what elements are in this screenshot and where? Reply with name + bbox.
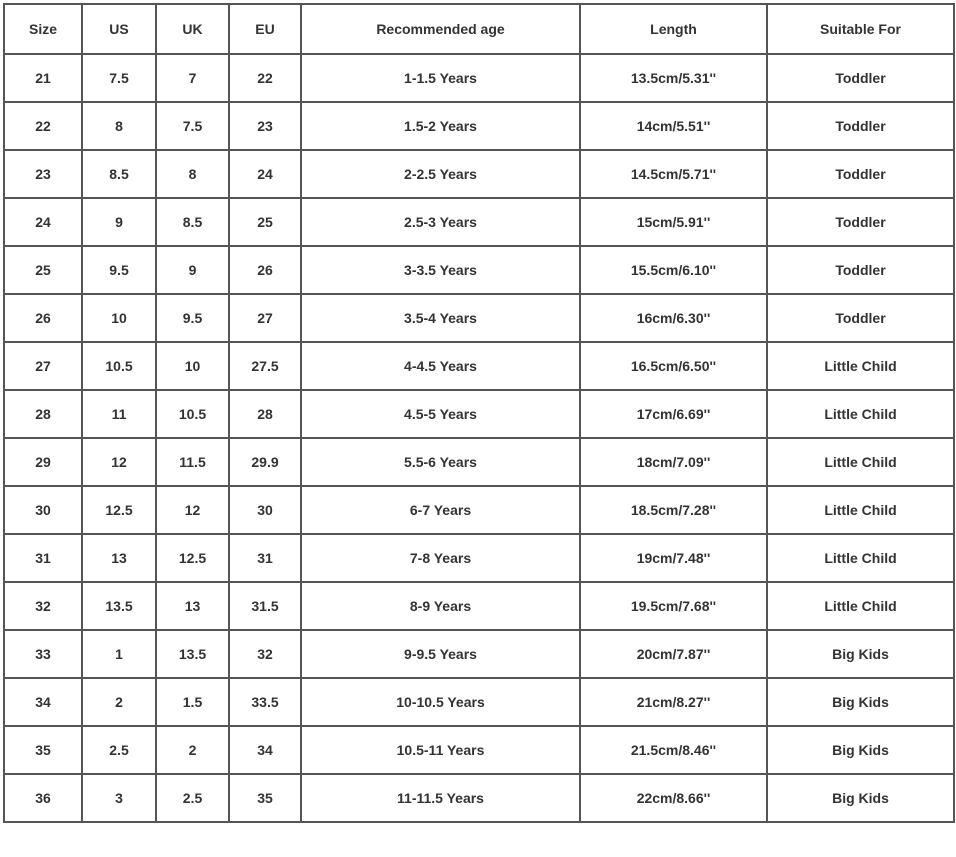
cell-recommended-age: 10-10.5 Years [301, 678, 580, 726]
table-row [4, 246, 954, 294]
cell-size: 28 [4, 390, 82, 438]
cell-length: 17cm/6.69'' [580, 390, 767, 438]
cell-recommended-age: 7-8 Years [301, 534, 580, 582]
cell-eu: 25 [229, 198, 301, 246]
cell-suitable-for: Toddler [767, 54, 954, 102]
cell-recommended-age: 5.5-6 Years [301, 438, 580, 486]
cell-uk: 10.5 [156, 390, 229, 438]
cell-size: 36 [4, 774, 82, 822]
table-row [4, 294, 954, 342]
cell-eu: 30 [229, 486, 301, 534]
cell-length: 18cm/7.09'' [580, 438, 767, 486]
column-header-us: US [82, 4, 156, 54]
cell-suitable-for: Little Child [767, 438, 954, 486]
cell-size: 24 [4, 198, 82, 246]
header-row [4, 4, 954, 54]
cell-size: 32 [4, 582, 82, 630]
cell-eu: 24 [229, 150, 301, 198]
cell-uk: 2 [156, 726, 229, 774]
table-row [4, 438, 954, 486]
cell-uk: 2.5 [156, 774, 229, 822]
cell-us: 8 [82, 102, 156, 150]
cell-recommended-age: 10.5-11 Years [301, 726, 580, 774]
cell-us: 12.5 [82, 486, 156, 534]
table-row [4, 726, 954, 774]
table-row [4, 390, 954, 438]
cell-size: 29 [4, 438, 82, 486]
cell-us: 1 [82, 630, 156, 678]
cell-suitable-for: Toddler [767, 246, 954, 294]
cell-uk: 13.5 [156, 630, 229, 678]
cell-eu: 26 [229, 246, 301, 294]
cell-suitable-for: Little Child [767, 390, 954, 438]
column-header-recommended-age: Recommended age [301, 4, 580, 54]
cell-recommended-age: 4.5-5 Years [301, 390, 580, 438]
cell-length: 15cm/5.91'' [580, 198, 767, 246]
cell-length: 16cm/6.30'' [580, 294, 767, 342]
column-header-length: Length [580, 4, 767, 54]
cell-length: 18.5cm/7.28'' [580, 486, 767, 534]
cell-eu: 33.5 [229, 678, 301, 726]
cell-eu: 27 [229, 294, 301, 342]
cell-us: 2 [82, 678, 156, 726]
cell-us: 9.5 [82, 246, 156, 294]
cell-recommended-age: 3.5-4 Years [301, 294, 580, 342]
cell-us: 9 [82, 198, 156, 246]
cell-recommended-age: 1.5-2 Years [301, 102, 580, 150]
table-row [4, 198, 954, 246]
cell-eu: 27.5 [229, 342, 301, 390]
cell-size: 23 [4, 150, 82, 198]
cell-us: 3 [82, 774, 156, 822]
cell-recommended-age: 2.5-3 Years [301, 198, 580, 246]
cell-eu: 32 [229, 630, 301, 678]
cell-eu: 29.9 [229, 438, 301, 486]
cell-recommended-age: 4-4.5 Years [301, 342, 580, 390]
cell-uk: 7.5 [156, 102, 229, 150]
column-header-size: Size [4, 4, 82, 54]
cell-suitable-for: Little Child [767, 342, 954, 390]
cell-eu: 28 [229, 390, 301, 438]
cell-us: 2.5 [82, 726, 156, 774]
cell-size: 25 [4, 246, 82, 294]
cell-recommended-age: 6-7 Years [301, 486, 580, 534]
cell-recommended-age: 3-3.5 Years [301, 246, 580, 294]
cell-suitable-for: Big Kids [767, 630, 954, 678]
cell-length: 21cm/8.27'' [580, 678, 767, 726]
cell-us: 11 [82, 390, 156, 438]
cell-recommended-age: 9-9.5 Years [301, 630, 580, 678]
cell-length: 14.5cm/5.71'' [580, 150, 767, 198]
cell-eu: 22 [229, 54, 301, 102]
cell-size: 30 [4, 486, 82, 534]
table-row [4, 774, 954, 822]
table-row [4, 678, 954, 726]
cell-length: 13.5cm/5.31'' [580, 54, 767, 102]
cell-uk: 12 [156, 486, 229, 534]
column-header-uk: UK [156, 4, 229, 54]
table-row [4, 342, 954, 390]
cell-size: 31 [4, 534, 82, 582]
table-header [4, 4, 954, 54]
cell-size: 27 [4, 342, 82, 390]
cell-length: 19cm/7.48'' [580, 534, 767, 582]
cell-uk: 13 [156, 582, 229, 630]
table-body [4, 54, 954, 822]
table-row [4, 582, 954, 630]
cell-suitable-for: Little Child [767, 534, 954, 582]
cell-suitable-for: Little Child [767, 582, 954, 630]
cell-uk: 1.5 [156, 678, 229, 726]
cell-uk: 10 [156, 342, 229, 390]
table-row [4, 150, 954, 198]
cell-recommended-age: 2-2.5 Years [301, 150, 580, 198]
cell-eu: 35 [229, 774, 301, 822]
size-chart-table [3, 3, 955, 823]
cell-size: 33 [4, 630, 82, 678]
cell-uk: 9.5 [156, 294, 229, 342]
cell-uk: 8 [156, 150, 229, 198]
cell-length: 20cm/7.87'' [580, 630, 767, 678]
cell-uk: 9 [156, 246, 229, 294]
table-row [4, 630, 954, 678]
cell-us: 7.5 [82, 54, 156, 102]
cell-suitable-for: Toddler [767, 198, 954, 246]
cell-size: 26 [4, 294, 82, 342]
cell-suitable-for: Little Child [767, 486, 954, 534]
cell-uk: 11.5 [156, 438, 229, 486]
cell-size: 35 [4, 726, 82, 774]
table-row [4, 102, 954, 150]
cell-uk: 8.5 [156, 198, 229, 246]
cell-eu: 34 [229, 726, 301, 774]
cell-suitable-for: Big Kids [767, 678, 954, 726]
cell-us: 13.5 [82, 582, 156, 630]
cell-suitable-for: Toddler [767, 150, 954, 198]
cell-uk: 12.5 [156, 534, 229, 582]
cell-us: 13 [82, 534, 156, 582]
cell-suitable-for: Toddler [767, 294, 954, 342]
cell-length: 19.5cm/7.68'' [580, 582, 767, 630]
cell-length: 22cm/8.66'' [580, 774, 767, 822]
cell-length: 14cm/5.51'' [580, 102, 767, 150]
cell-us: 10.5 [82, 342, 156, 390]
cell-size: 22 [4, 102, 82, 150]
cell-eu: 31 [229, 534, 301, 582]
cell-suitable-for: Toddler [767, 102, 954, 150]
cell-us: 10 [82, 294, 156, 342]
cell-length: 15.5cm/6.10'' [580, 246, 767, 294]
column-header-suitable-for: Suitable For [767, 4, 954, 54]
cell-size: 21 [4, 54, 82, 102]
table-row [4, 486, 954, 534]
cell-size: 34 [4, 678, 82, 726]
cell-length: 21.5cm/8.46'' [580, 726, 767, 774]
cell-eu: 23 [229, 102, 301, 150]
cell-suitable-for: Big Kids [767, 774, 954, 822]
cell-suitable-for: Big Kids [767, 726, 954, 774]
cell-us: 12 [82, 438, 156, 486]
table-row [4, 534, 954, 582]
table-row [4, 54, 954, 102]
cell-recommended-age: 1-1.5 Years [301, 54, 580, 102]
cell-uk: 7 [156, 54, 229, 102]
cell-length: 16.5cm/6.50'' [580, 342, 767, 390]
cell-recommended-age: 8-9 Years [301, 582, 580, 630]
column-header-eu: EU [229, 4, 301, 54]
cell-us: 8.5 [82, 150, 156, 198]
cell-recommended-age: 11-11.5 Years [301, 774, 580, 822]
cell-eu: 31.5 [229, 582, 301, 630]
